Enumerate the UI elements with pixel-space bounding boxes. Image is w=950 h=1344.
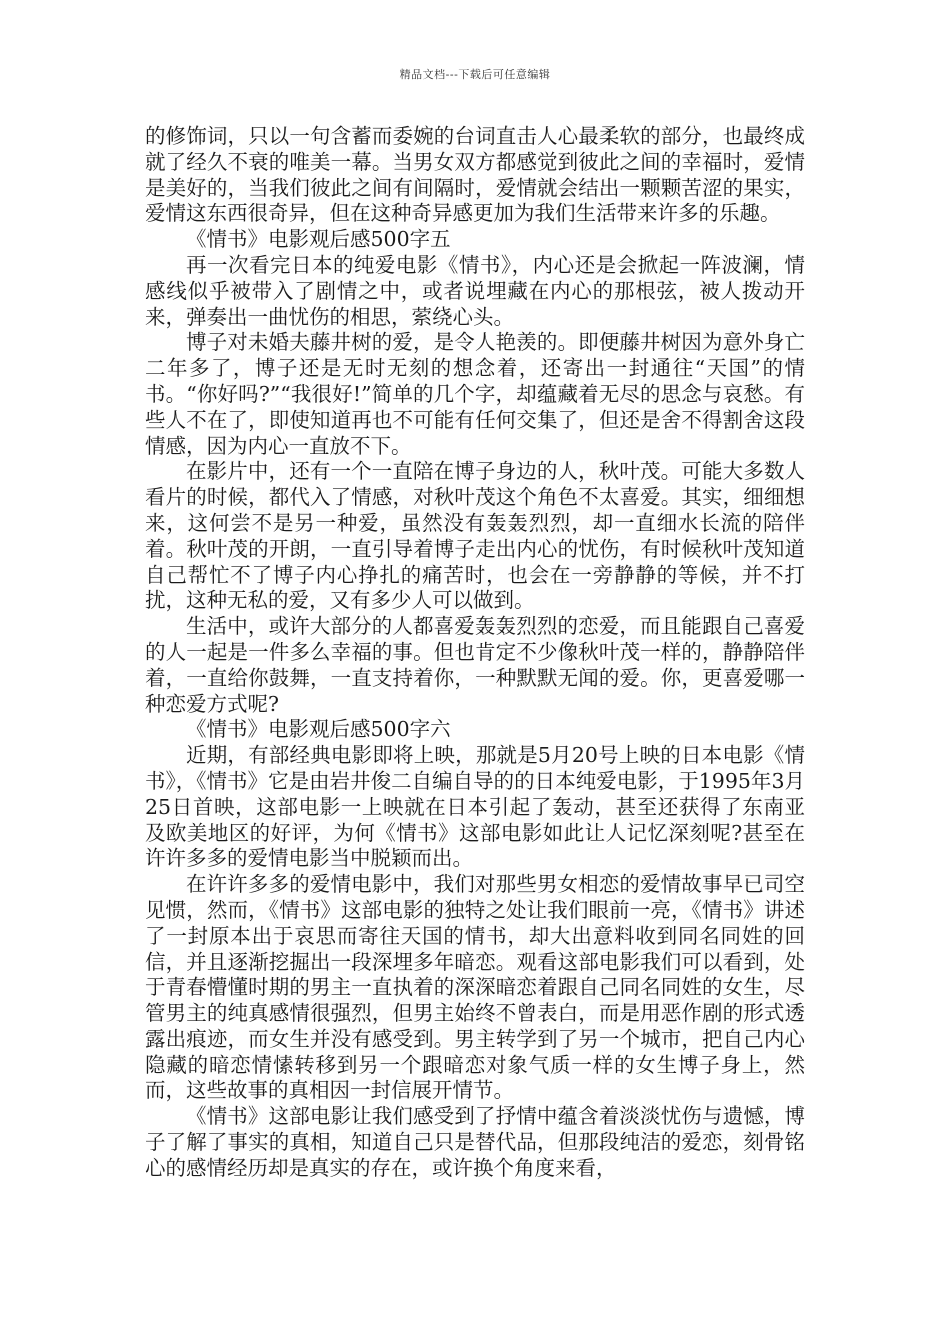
paragraph-continuation: 的修饰词，只以一句含蓄而委婉的台词直击人心最柔软的部分，也最终成就了经久不衰的唯美一幕。当男女双方都感觉到彼此之间的幸福时，爱情是美好的，当我们彼此之间有间隔时，爱情就会结出一颗颗苦涩的果实，爱情这东西很奇异，但在这种奇异感更加为我们生活带来许多的乐趣。 xyxy=(145,124,805,226)
section-heading: 《情书》电影观后感500字六 xyxy=(186,717,451,742)
paragraph: 在影片中，还有一个一直陪在博子身边的人，秋叶茂。可能大多数人看片的时候，都代入了情感，对秋叶茂这个角色不太喜爱。其实，细细想来，这何尝不是另一种爱，虽然没有轰轰烈烈，却一直细水长流的陪伴着。秋叶茂的开朗，一直引导着博子走出内心的忧伤，有时候秋叶茂知道自己帮忙不了博子内心挣扎的痛苦时，也会在一旁静静的等候，并不打扰，这种无私的爱，又有多少人可以做到。 xyxy=(145,459,805,613)
paragraph: 再一次看完日本的纯爱电影《情书》，内心还是会掀起一阵波澜，情感线似乎被带入了剧情之中，或者说埋藏在内心的那根弦，被人拨动开来，弹奏出一曲忧伤的相思，萦绕心头。 xyxy=(145,252,805,329)
section-heading: 《情书》电影观后感500字五 xyxy=(186,227,451,252)
document-body xyxy=(145,124,805,1182)
paragraph: 近期，有部经典电影即将上映，那就是5月20号上映的日本电影《情书》，《情书》它是由岩井俊二自编自导的的日本纯爱电影，于1995年3月25日首映，这部电影一上映就在日本引起了轰动，甚至还获得了东南亚及欧美地区的好评，为何《情书》这部电影如此让人记忆深刻呢?甚至在许许多多的爱情电影当中脱颖而出。 xyxy=(145,743,805,871)
paragraph: 生活中，或许大部分的人都喜爱轰轰烈烈的恋爱，而且能跟自己喜爱的人一起是一件多么幸福的事。但也肯定不少像秋叶茂一样的，静静陪伴着，一直给你鼓舞，一直支持着你，一种默默无闻的爱。你，更喜爱哪一种恋爱方式呢? xyxy=(145,614,805,716)
paragraph: 博子对未婚夫藤井树的爱，是令人艳羡的。即便藤井树因为意外身亡二年多了，博子还是无时无刻的想念着，还寄出一封通往“天国”的情书。“你好吗?”“我很好!”简单的几个字，却蕴藏着无尽的思念与哀愁。有些人不在了，即使知道再也不可能有任何交集了，但还是舍不得割舍这段情感，因为内心一直放不下。 xyxy=(145,330,805,458)
page-header: 精品文档---下载后可任意编辑 xyxy=(399,68,551,81)
paragraph: 《情书》这部电影让我们感受到了抒情中蕴含着淡淡忧伤与遗憾，博子了解了事实的真相，知道自己只是替代品，但那段纯洁的爱恋，刻骨铭心的感情经历却是真实的存在，或许换个角度来看， xyxy=(145,1104,805,1180)
paragraph: 在许许多多的爱情电影中，我们对那些男女相恋的爱情故事早已司空见惯，然而，《情书》这部电影的独特之处让我们眼前一亮，《情书》讲述了一封原本出于哀思而寄往天国的情书，却大出意料收到同名同姓的回信，并且逐渐挖掘出一段深埋多年暗恋。观看这部电影我们可以看到，处于青春懵懂时期的男主一直执着的深深暗恋着跟自己同名同姓的女生，尽管男主的纯真感情很强烈，但男主始终不曾表白，而是用恶作剧的形式透露出痕迹，而女生并没有感受到。男主转学到了另一个城市，把自己内心隐藏的暗恋情愫转移到另一个跟暗恋对象气质一样的女生博子身上，然而，这些故事的真相因一封信展开情节。 xyxy=(145,872,805,1103)
